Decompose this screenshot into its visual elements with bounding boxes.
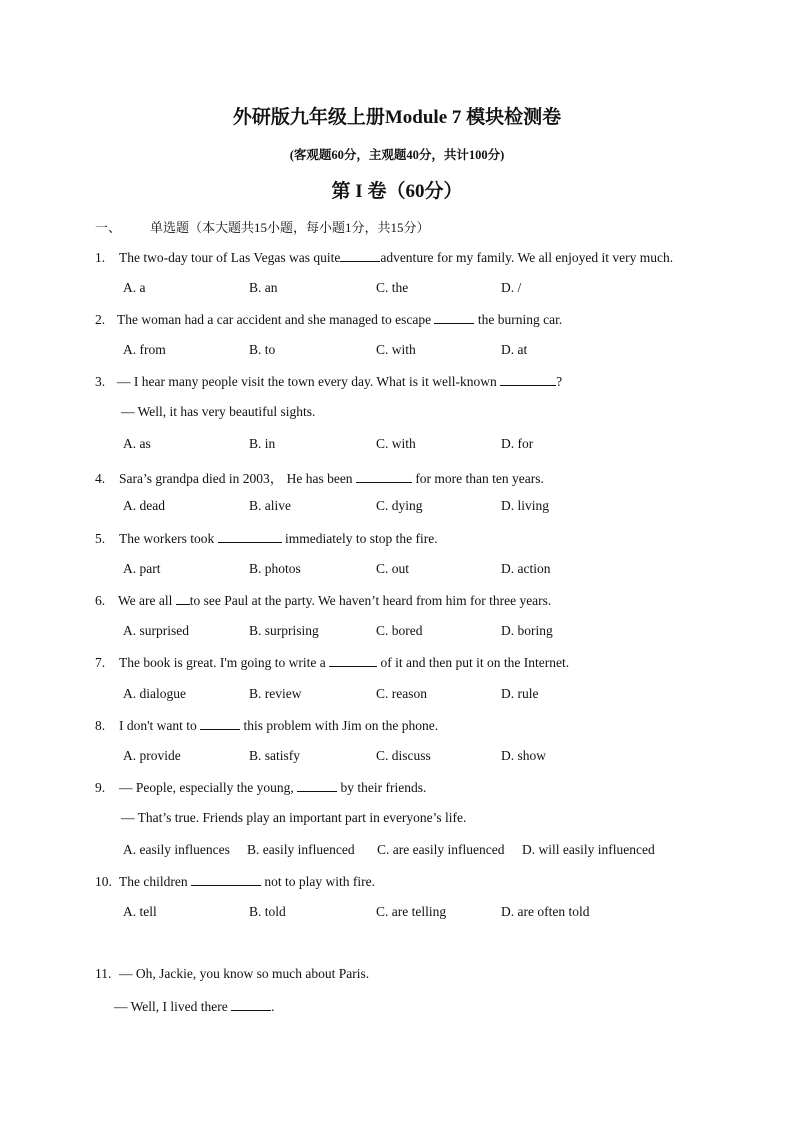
question-10: 10. The children not to play with fire. bbox=[95, 874, 375, 889]
option-c[interactable]: C. discuss bbox=[376, 748, 431, 763]
question-1: 1. The two-day tour of Las Vegas was quite adventure for my family. We all enjoyed it very much. bbox=[95, 250, 674, 265]
option-a[interactable]: A. easily influences bbox=[123, 842, 230, 857]
option-d[interactable]: D. action bbox=[501, 561, 551, 576]
option-c[interactable]: C. out bbox=[376, 561, 410, 576]
question-9: 9. — People, especially the young, by their friends. bbox=[95, 780, 427, 795]
answer-blank[interactable] bbox=[191, 873, 261, 886]
option-b[interactable]: B. satisfy bbox=[249, 748, 301, 763]
section-number: 一、 bbox=[95, 220, 122, 235]
section-title: 单选题（本大题共15小题，每小题1分，共15分） bbox=[150, 220, 430, 235]
option-c[interactable]: C. reason bbox=[376, 686, 427, 701]
option-c[interactable]: C. the bbox=[376, 280, 409, 295]
option-d[interactable]: D. for bbox=[501, 436, 534, 451]
part-heading: 第 I 卷（60分） bbox=[331, 181, 463, 202]
option-b[interactable]: B. photos bbox=[249, 561, 301, 576]
option-b[interactable]: B. an bbox=[249, 280, 278, 295]
answer-blank[interactable] bbox=[500, 373, 556, 386]
option-b[interactable]: B. review bbox=[249, 686, 302, 701]
question-2: 2. The woman had a car accident and she managed to escape the burning car. bbox=[95, 312, 563, 327]
answer-blank[interactable] bbox=[340, 249, 380, 262]
question-11: 11. — Oh, Jackie, you know so much about Paris. bbox=[95, 966, 370, 981]
option-d[interactable]: D. rule bbox=[501, 686, 539, 701]
answer-blank[interactable] bbox=[176, 592, 190, 605]
answer-blank[interactable] bbox=[434, 311, 474, 324]
question-8: 8. I don't want to this problem with Jim on the phone. bbox=[95, 718, 439, 733]
option-c[interactable]: C. with bbox=[376, 342, 416, 357]
option-d[interactable]: D. living bbox=[501, 498, 550, 513]
option-a[interactable]: A. a bbox=[123, 280, 146, 295]
option-a[interactable]: A. dialogue bbox=[123, 686, 186, 701]
answer-blank[interactable] bbox=[200, 717, 240, 730]
option-a[interactable]: A. from bbox=[123, 342, 166, 357]
option-d[interactable]: D. / bbox=[501, 280, 522, 295]
section-heading bbox=[95, 217, 430, 236]
option-b[interactable]: B. told bbox=[249, 904, 286, 919]
option-a[interactable]: A. part bbox=[123, 561, 161, 576]
option-a[interactable]: A. as bbox=[123, 436, 151, 451]
answer-blank[interactable] bbox=[218, 530, 282, 543]
question-5: 5. The workers took immediately to stop the fire. bbox=[95, 531, 438, 546]
option-c[interactable]: C. with bbox=[376, 436, 416, 451]
option-b[interactable]: B. surprising bbox=[249, 623, 319, 638]
option-c[interactable]: C. are easily influenced bbox=[377, 842, 505, 857]
option-d[interactable]: D. boring bbox=[501, 623, 553, 638]
question-3: 3. — I hear many people visit the town every day. What is it well-known ? bbox=[95, 374, 563, 389]
option-a[interactable]: A. surprised bbox=[123, 623, 189, 638]
option-c[interactable]: C. dying bbox=[376, 498, 423, 513]
option-c[interactable]: C. are telling bbox=[376, 904, 447, 919]
question-3-reply: — Well, it has very beautiful sights. bbox=[121, 404, 316, 419]
option-d[interactable]: D. will easily influenced bbox=[522, 842, 655, 857]
option-d[interactable]: D. at bbox=[501, 342, 528, 357]
option-a[interactable]: A. dead bbox=[123, 498, 165, 513]
option-b[interactable]: B. in bbox=[249, 436, 276, 451]
option-d[interactable]: D. show bbox=[501, 748, 547, 763]
option-b[interactable]: B. alive bbox=[249, 498, 291, 513]
answer-blank[interactable] bbox=[297, 779, 337, 792]
question-11-reply: — Well, I lived there . bbox=[114, 999, 275, 1014]
question-6: 6. We are all to see Paul at the party. We haven’t heard from him for three years. bbox=[95, 593, 552, 608]
option-c[interactable]: C. bored bbox=[376, 623, 423, 638]
question-4: 4. Sara’s grandpa died in 2003， He has been for more than ten years. bbox=[95, 471, 544, 486]
option-a[interactable]: A. provide bbox=[123, 748, 181, 763]
option-b[interactable]: B. easily influenced bbox=[247, 842, 355, 857]
page-title: 外研版九年级上册Module 7 模块检测卷 bbox=[232, 107, 562, 128]
question-9-reply: — That’s true. Friends play an important part in everyone’s life. bbox=[121, 810, 467, 825]
question-7: 7. The book is great. I'm going to write a of it and then put it on the Internet. bbox=[95, 655, 570, 670]
answer-blank[interactable] bbox=[231, 998, 271, 1011]
answer-blank[interactable] bbox=[329, 654, 377, 667]
answer-blank[interactable] bbox=[356, 470, 412, 483]
option-a[interactable]: A. tell bbox=[123, 904, 157, 919]
score-note: (客观题60分，主观题40分，共计100分) bbox=[289, 148, 505, 162]
option-d[interactable]: D. are often told bbox=[501, 904, 590, 919]
option-b[interactable]: B. to bbox=[249, 342, 276, 357]
